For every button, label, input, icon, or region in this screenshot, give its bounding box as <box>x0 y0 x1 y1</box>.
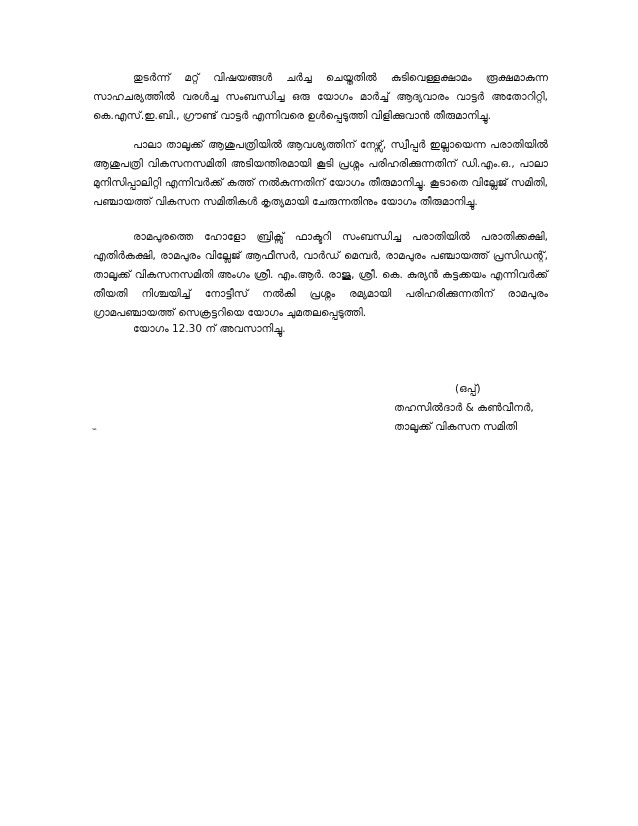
paragraph-hospital-staff: പാലാ താലൂക്ക് ആശുപത്രിയിൽ ആവശ്യത്തിന് നേഴ്സ്, സ്വീപ്പർ ഇല്ലായെന്ന പരാതിയിൽ ആശുപത്രി വികസനസമിതി അടിയന്തിരമായി കൂടി പ്രശ്നം പരിഹരിക്കുന്നതിന് ഡി.എം.ഒ., പാലാ മുനിസിപ്പാലിറ്റി എന്നിവർക്ക് കത്ത് നൽകുന്നതിന് യോഗം തീരുമാനിച്ചു. കൂടാതെ വില്ലേജ് സമിതി, പഞ്ചായത്ത് വികസന സമിതികൾ കൃത്യമായി ചേരുന്നതിനും യോഗം തീരുമാനിച്ചു. <box>93 139 548 208</box>
paragraph-drinking-water: തുടർന്ന് മറ്റ് വിഷയങ്ങൾ ചർച്ച ചെയ്തതിൽ കുടിവെള്ളക്ഷാമം രൂക്ഷമാകുന്ന സാഹചര്യത്തിൽ വരൾച്ച സംബന്ധിച്ച ഒരു യോഗം മാർച്ച് ആദ്യവാരം വാട്ടർ അതോറിറ്റി, കെ.എസ്.ഇ.ബി., ഗ്രൗണ്ട് വാട്ടർ എന്നിവരെ ഉൾപ്പെടുത്തി വിളിക്കുവാൻ തീരുമാനിച്ചു. <box>93 72 548 122</box>
stray-mark: ‷ <box>92 428 97 438</box>
paragraph-meeting-closed: യോഗം 12.30 ന് അവസാനിച്ചു. <box>133 323 286 335</box>
signature-mark: (ഒപ്പ്) <box>455 383 481 395</box>
paragraph-hollow-bricks-factory: രാമപുരത്തെ ഹോളോ ബ്രിക്സ് ഫാക്ടറി സംബന്ധിച്ച പരാതിയിൽ പരാതിക്കക്ഷി, എതിർകക്ഷി, രാമപുരം വില്ലേജ് ആഫീസർ, വാർഡ് മെമ്പർ, രാമപുരം പഞ്ചായത്ത് പ്രസിഡന്റ്, താലൂക്ക് വികസനസമിതി അംഗം ശ്രീ. എം.ആർ. രാജു, ശ്രീ. കെ. കുര്യൻ കട്ടക്കയം എന്നിവർക്ക് തീയതി നിശ്ചയിച്ച് നോട്ടീസ് നൽകി പ്രശ്നം രമ്യമായി പരിഹരിക്കുന്നതിന് രാമപുരം ഗ്രാമപഞ്ചായത്ത് സെക്രട്ടറിയെ യോഗം ചുമതലപ്പെടുത്തി. <box>93 231 548 319</box>
signatory-title: തഹസിൽദാർ & കൺവീനർ, <box>394 402 534 414</box>
signatory-department: താലൂക്ക് വികസന സമിതി <box>394 421 517 433</box>
